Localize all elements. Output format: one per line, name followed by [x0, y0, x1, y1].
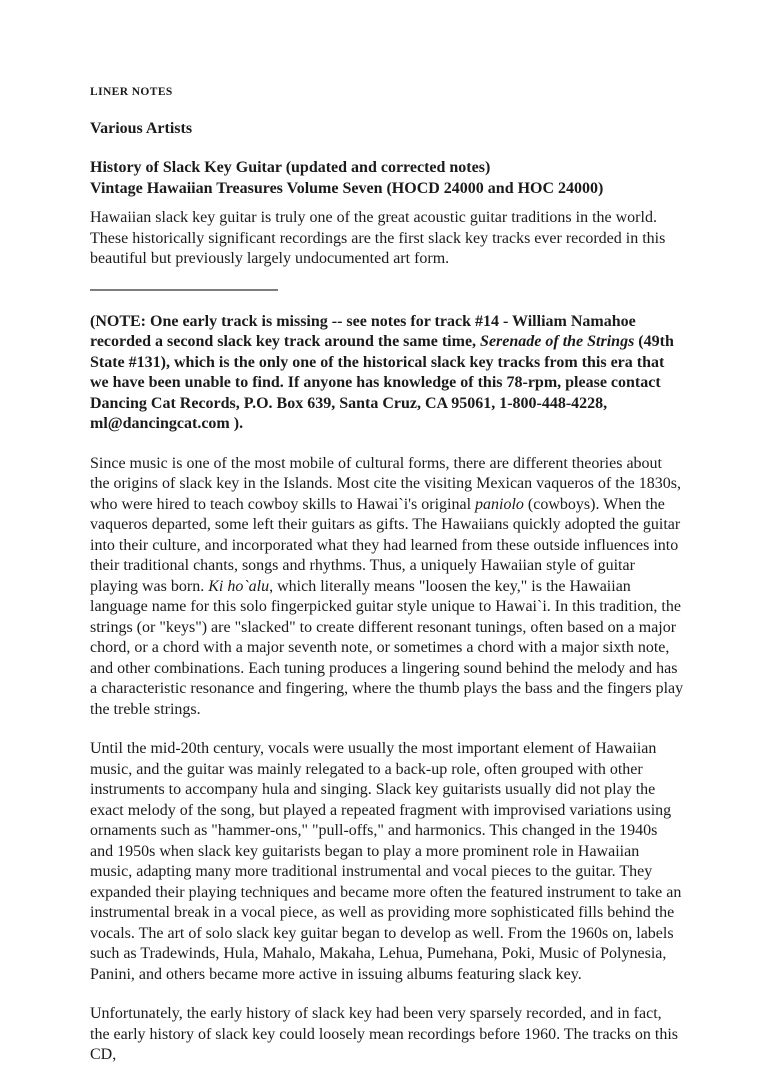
artist-name: Various Artists: [90, 120, 193, 137]
album-title-block: [90, 158, 684, 199]
album-title-line-1: History of Slack Key Guitar (updated and corrected notes): [90, 159, 491, 176]
closing-paragraph: Unfortunately, the early history of slack key had been very sparsely recorded, and in fact, the early history of slack key could loosely mean recordings before 1960. The tracks on this CD,: [90, 1005, 678, 1063]
origins-paragraph: Since music is one of the most mobile of cultural forms, there are different theories about the origins of slack key in the Islands. Most cite the visiting Mexican vaqueros of the 1830s, who were hired to teach cowboy skills to Hawai`i's original paniolo (cowboys). When the vaqueros departed, some left their guitars as gifts. The Hawaiians quickly adopted the guitar into their culture, and incorporated what they had learned from these outside influences into their traditional chants, songs and rhythms. Thus, a uniquely Hawaiian style of guitar playing was born. Ki ho`alu, which literally means "loosen the key," is the Hawaiian language name for this solo fingerpicked guitar style unique to Hawai`i. In this tradition, the strings (or "keys") are "slacked" to create different resonant tunings, often based on a major chord, or a chord with a major seventh note, or sometimes a chord with a major sixth note, and other combinations. Each tuning produces a lingering sound behind the melody and has a characteristic resonance and fingering, where the thumb plays the bass and the fingers play the treble strings.: [90, 454, 684, 718]
missing-track-note-paragraph: (NOTE: One early track is missing -- see notes for track #14 - William Namahoe recorded a second slack key track around the same time, Serenade of the Strings (49th State #131), which is the only one of the historical slack key tracks from this era that we have been unable to find. If anyone has knowledge of this 78-rpm, please contact Dancing Cat Records, P.O. Box 639, Santa Cruz, CA 95061, 1-800-448-4228, ml@dancingcat.com ).: [90, 312, 674, 432]
kicker-label: LINER NOTES: [90, 86, 173, 98]
footnote-divider: [90, 289, 278, 291]
album-title-line-2: Vintage Hawaiian Treasures Volume Seven (HOCD 24000 and HOC 24000): [90, 179, 604, 197]
evolution-paragraph: Until the mid-20th century, vocals were usually the most important element of Hawaiian music, and the guitar was mainly relegated to a back-up role, often grouped with other instruments to accompany hula and singing. Slack key guitarists usually did not play the exact melody of the song, but played a repeated fragment with improvised variations using ornaments such as "hammer-ons," "pull-offs," and harmonics. This changed in the 1940s and 1950s when slack key guitarists began to play a more prominent role in Hawaiian music, adapting many more traditional instrumental and vocal pieces to the guitar. They expanded their playing techniques and became more often the featured instrument to take an instrumental break in a vocal piece, as well as providing more sophisticated fills behind the vocals. The art of solo slack key guitar began to develop as well. From the 1960s on, labels such as Tradewinds, Hula, Mahalo, Makaha, Lehua, Pumehana, Poki, Music of Polynesia, Panini, and others became more active in issuing albums featuring slack key.: [90, 740, 682, 983]
intro-paragraph: Hawaiian slack key guitar is truly one of the great acoustic guitar traditions in the world. These historically significant recordings are the first slack key tracks ever recorded in this beautiful but previously largely undocumented art form.: [90, 209, 666, 267]
